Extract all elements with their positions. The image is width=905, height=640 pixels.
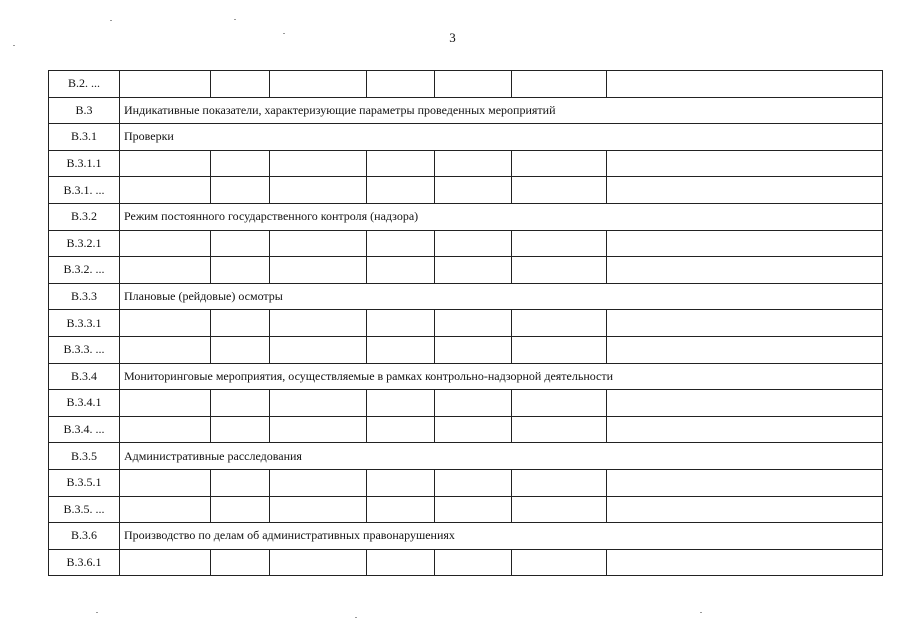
empty-cell — [607, 336, 883, 363]
row-code: В.3.1 — [49, 124, 120, 151]
empty-cell — [607, 469, 883, 496]
empty-cell — [270, 390, 367, 417]
row-code: В.3.4. ... — [49, 416, 120, 443]
row-code: В.3.2. ... — [49, 257, 120, 284]
empty-cell — [211, 336, 270, 363]
empty-cell — [607, 71, 883, 98]
empty-cell — [270, 230, 367, 257]
row-code: В.3.4 — [49, 363, 120, 390]
table-row — [49, 230, 883, 257]
row-code: В.3.3. ... — [49, 336, 120, 363]
empty-cell — [211, 71, 270, 98]
empty-cell — [435, 496, 512, 523]
empty-cell — [120, 416, 211, 443]
empty-cell — [367, 310, 435, 337]
section-title: Мониторинговые мероприятия, осуществляемые в рамках контрольно-надзорной деятельности — [120, 363, 883, 390]
row-code: В.3.3 — [49, 283, 120, 310]
section-title: Проверки — [120, 124, 883, 151]
section-row — [49, 124, 883, 151]
scan-speck — [700, 612, 702, 613]
scan-speck — [96, 612, 98, 613]
table-row — [49, 71, 883, 98]
empty-cell — [367, 177, 435, 204]
empty-cell — [435, 390, 512, 417]
row-code: В.3.1. ... — [49, 177, 120, 204]
empty-cell — [270, 310, 367, 337]
empty-cell — [211, 310, 270, 337]
table-row — [49, 177, 883, 204]
empty-cell — [211, 496, 270, 523]
empty-cell — [367, 336, 435, 363]
row-code: В.3.6.1 — [49, 549, 120, 576]
empty-cell — [211, 416, 270, 443]
empty-cell — [367, 257, 435, 284]
empty-cell — [270, 257, 367, 284]
empty-cell — [211, 390, 270, 417]
empty-cell — [512, 416, 607, 443]
empty-cell — [607, 230, 883, 257]
table-row — [49, 416, 883, 443]
empty-cell — [435, 150, 512, 177]
empty-cell — [512, 336, 607, 363]
table-body — [49, 71, 883, 576]
empty-cell — [512, 150, 607, 177]
empty-cell — [270, 336, 367, 363]
empty-cell — [270, 150, 367, 177]
empty-cell — [270, 71, 367, 98]
empty-cell — [270, 549, 367, 576]
section-row — [49, 203, 883, 230]
empty-cell — [367, 230, 435, 257]
empty-cell — [367, 469, 435, 496]
row-code: В.3.5. ... — [49, 496, 120, 523]
scan-speck — [355, 617, 357, 618]
empty-cell — [512, 71, 607, 98]
row-code: В.3.2 — [49, 203, 120, 230]
table-row — [49, 469, 883, 496]
empty-cell — [435, 257, 512, 284]
empty-cell — [435, 230, 512, 257]
row-code: В.3.5 — [49, 443, 120, 470]
empty-cell — [120, 230, 211, 257]
section-row — [49, 523, 883, 550]
empty-cell — [211, 549, 270, 576]
empty-cell — [512, 496, 607, 523]
empty-cell — [270, 496, 367, 523]
section-title: Индикативные показатели, характеризующие параметры проведенных мероприятий — [120, 97, 883, 124]
empty-cell — [607, 416, 883, 443]
empty-cell — [367, 71, 435, 98]
empty-cell — [211, 469, 270, 496]
empty-cell — [120, 336, 211, 363]
section-row — [49, 363, 883, 390]
scan-speck — [234, 19, 236, 20]
empty-cell — [512, 177, 607, 204]
section-title: Плановые (рейдовые) осмотры — [120, 283, 883, 310]
empty-cell — [120, 310, 211, 337]
row-code: В.3.1.1 — [49, 150, 120, 177]
section-row — [49, 97, 883, 124]
empty-cell — [211, 230, 270, 257]
row-code: В.3.6 — [49, 523, 120, 550]
scan-speck — [13, 45, 15, 46]
indicator-table — [48, 70, 883, 576]
empty-cell — [512, 230, 607, 257]
row-code: В.3 — [49, 97, 120, 124]
empty-cell — [607, 177, 883, 204]
empty-cell — [211, 257, 270, 284]
row-code: В.3.3.1 — [49, 310, 120, 337]
table-row — [49, 336, 883, 363]
empty-cell — [512, 469, 607, 496]
empty-cell — [270, 177, 367, 204]
empty-cell — [607, 310, 883, 337]
empty-cell — [607, 390, 883, 417]
scan-speck — [283, 33, 285, 34]
table-row — [49, 496, 883, 523]
empty-cell — [120, 177, 211, 204]
empty-cell — [120, 496, 211, 523]
empty-cell — [367, 390, 435, 417]
row-code: В.3.4.1 — [49, 390, 120, 417]
empty-cell — [211, 177, 270, 204]
empty-cell — [435, 71, 512, 98]
row-code: В.3.5.1 — [49, 469, 120, 496]
section-title: Производство по делам об административных правонарушениях — [120, 523, 883, 550]
row-code: В.3.2.1 — [49, 230, 120, 257]
section-row — [49, 443, 883, 470]
empty-cell — [367, 150, 435, 177]
empty-cell — [607, 257, 883, 284]
page-number: 3 — [449, 30, 456, 45]
empty-cell — [435, 469, 512, 496]
row-code: В.2. ... — [49, 71, 120, 98]
empty-cell — [435, 177, 512, 204]
section-title: Режим постоянного государственного контроля (надзора) — [120, 203, 883, 230]
table-row — [49, 310, 883, 337]
empty-cell — [435, 549, 512, 576]
empty-cell — [120, 390, 211, 417]
empty-cell — [435, 416, 512, 443]
empty-cell — [607, 496, 883, 523]
empty-cell — [270, 416, 367, 443]
empty-cell — [120, 71, 211, 98]
empty-cell — [211, 150, 270, 177]
table-row — [49, 549, 883, 576]
empty-cell — [607, 549, 883, 576]
table-row — [49, 390, 883, 417]
empty-cell — [120, 549, 211, 576]
empty-cell — [270, 469, 367, 496]
empty-cell — [435, 336, 512, 363]
table-row — [49, 150, 883, 177]
empty-cell — [512, 390, 607, 417]
empty-cell — [512, 549, 607, 576]
empty-cell — [367, 416, 435, 443]
empty-cell — [435, 310, 512, 337]
empty-cell — [120, 150, 211, 177]
empty-cell — [120, 469, 211, 496]
table-row — [49, 257, 883, 284]
section-row — [49, 283, 883, 310]
empty-cell — [367, 549, 435, 576]
empty-cell — [607, 150, 883, 177]
section-title: Административные расследования — [120, 443, 883, 470]
empty-cell — [512, 257, 607, 284]
scan-speck — [110, 20, 112, 21]
empty-cell — [120, 257, 211, 284]
empty-cell — [367, 496, 435, 523]
empty-cell — [512, 310, 607, 337]
